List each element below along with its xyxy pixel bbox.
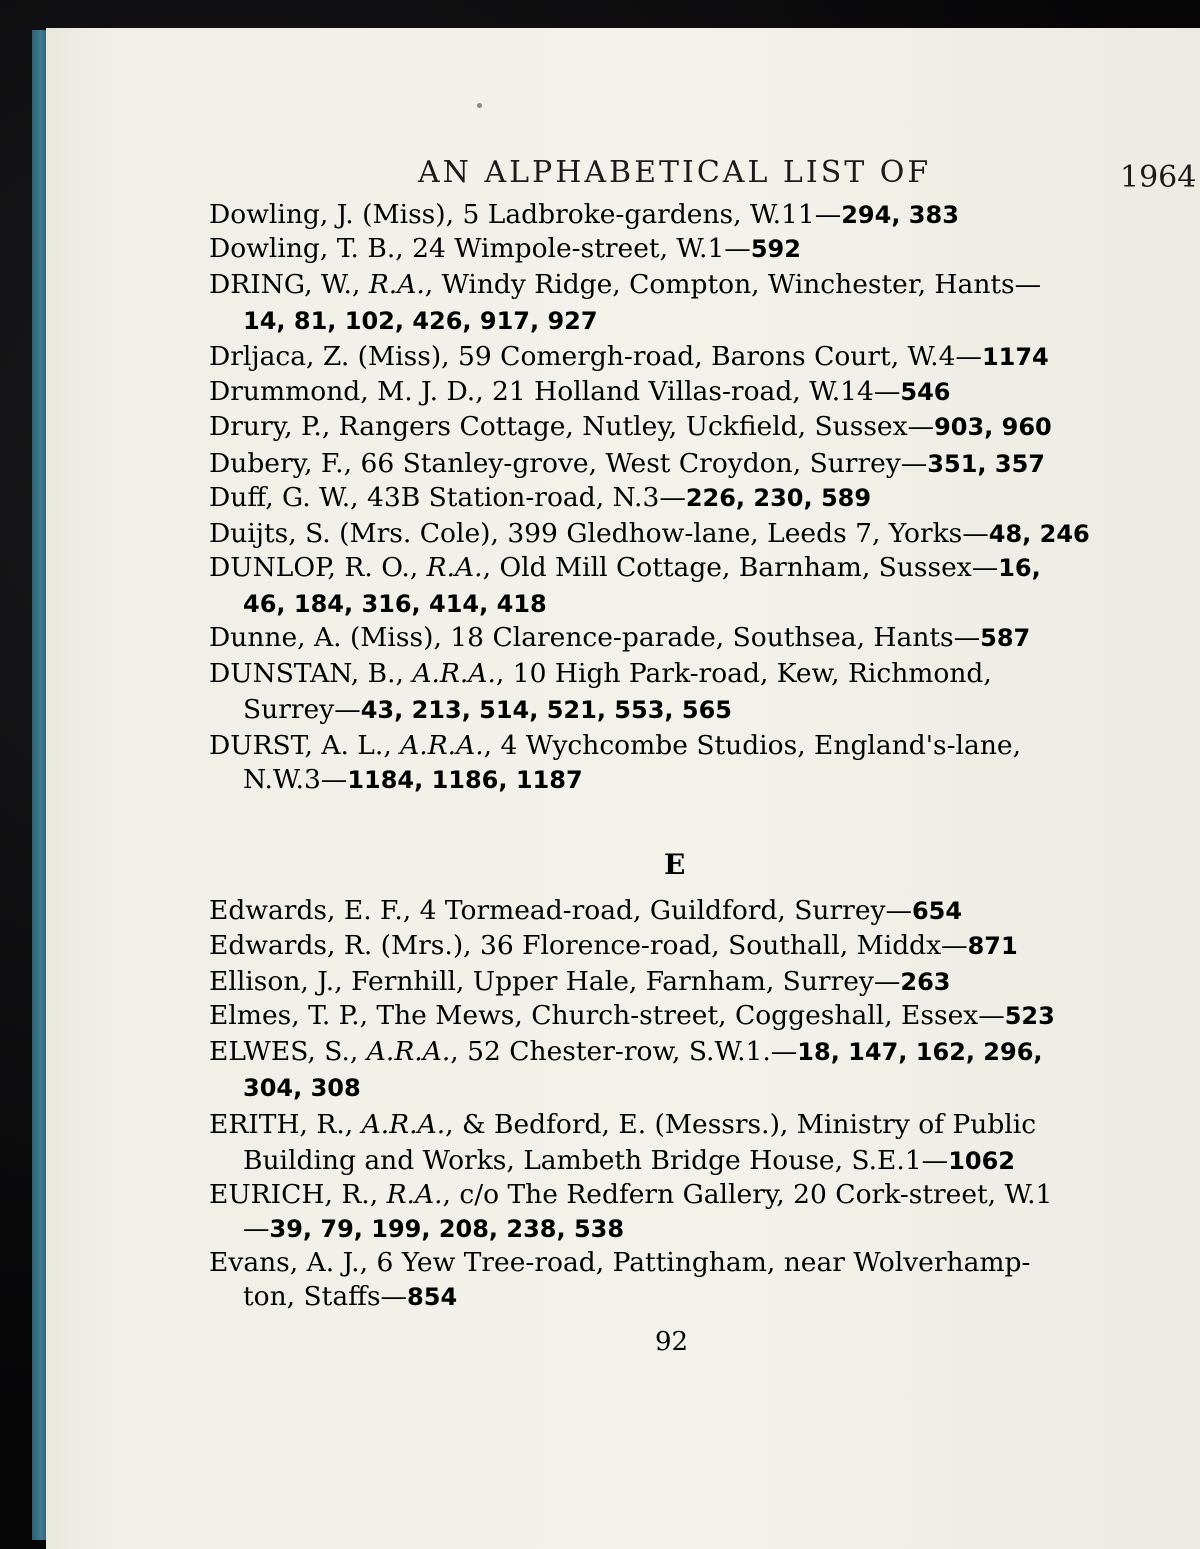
entry-continuation	[243, 305, 598, 336]
entry-catalogue-numbers: 18, 147, 162, 296,	[797, 1038, 1043, 1066]
entry-line	[209, 268, 1041, 302]
entry-line	[209, 729, 1021, 763]
entry-line	[209, 1108, 1036, 1142]
entry-continuation	[243, 1072, 361, 1103]
entry-catalogue-numbers: 546	[900, 378, 951, 406]
entry-catalogue-numbers: 587	[980, 624, 1031, 652]
entry-continuation	[243, 694, 732, 725]
running-head: AN ALPHABETICAL LIST OF	[418, 155, 932, 190]
entry-line	[209, 375, 951, 409]
entry-catalogue-numbers: 351, 357	[927, 450, 1045, 478]
entry-catalogue-numbers: 903, 960	[934, 413, 1052, 441]
entry-continuation	[243, 1145, 1015, 1176]
entry-catalogue-numbers: 294, 383	[841, 201, 959, 229]
entry-continuation-text: N.W.3—	[243, 764, 348, 795]
entry-text: Edwards, E. F., 4 Tormead-road, Guildford, Surrey—	[209, 895, 912, 926]
entry-line	[209, 198, 959, 232]
entry-catalogue-numbers: 226, 230, 589	[685, 484, 872, 512]
entry-address: , Windy Ridge, Compton, Winchester, Hants—	[424, 269, 1042, 300]
entry-text: Edwards, R. (Mrs.), 36 Florence-road, Southall, Middx—	[209, 930, 968, 961]
entry-title: A.R.A.	[366, 1036, 451, 1067]
entry-catalogue-numbers: 1062	[948, 1147, 1015, 1175]
entry-line	[209, 965, 951, 999]
entry-name: EURICH, R.,	[209, 1179, 387, 1210]
section-letter: E	[664, 848, 686, 881]
entry-text: Drummond, M. J. D., 21 Holland Villas-road, W.14—	[209, 376, 901, 407]
entry-catalogue-numbers: 46, 184, 316, 414, 418	[243, 590, 547, 618]
entry-continuation	[243, 1281, 457, 1312]
entry-line	[209, 929, 1018, 963]
entry-text: Elmes, T. P., The Mews, Church-street, Coggeshall, Essex—	[209, 1000, 1005, 1031]
entry-address: , 4 Wychcombe Studios, England's-lane,	[483, 730, 1022, 761]
entry-catalogue-numbers: 48, 246	[988, 520, 1090, 548]
entry-name: DUNSTAN, B.,	[209, 658, 413, 689]
entry-title: A.R.A.	[412, 658, 496, 689]
entry-line	[209, 517, 1090, 551]
entry-title: R.A.	[426, 552, 483, 583]
entry-line	[209, 232, 801, 266]
entry-line	[209, 447, 1045, 481]
entry-text: Drury, P., Rangers Cottage, Nutley, Uckfield, Sussex—	[209, 411, 935, 442]
entry-name: ERITH, R.,	[209, 1109, 362, 1140]
entry-name: ELWES, S.,	[209, 1036, 367, 1067]
entry-continuation-text: ton, Staffs—	[243, 1281, 408, 1312]
page-year: 1964	[1120, 160, 1197, 195]
entry-name: DUNLOP, R. O.,	[209, 552, 427, 583]
entry-catalogue-numbers: 854	[407, 1283, 458, 1311]
entry-text: Evans, A. J., 6 Yew Tree-road, Pattingham, near Wolverhamp-	[209, 1247, 1031, 1278]
entry-catalogue-numbers: 523	[1004, 1002, 1055, 1030]
entry-title: A.R.A.	[361, 1109, 446, 1140]
entry-continuation	[243, 1213, 624, 1244]
paper-smudge	[477, 103, 482, 108]
entry-catalogue-numbers: 43, 213, 514, 521, 553, 565	[360, 696, 732, 724]
entry-catalogue-numbers: 14, 81, 102, 426, 917, 927	[243, 307, 598, 335]
entry-title: R.A.	[386, 1179, 443, 1210]
entry-name: DURST, A. L.,	[209, 730, 401, 761]
entry-continuation	[243, 764, 583, 795]
entry-text: Dubery, F., 66 Stanley-grove, West Croydon, Surrey—	[209, 448, 928, 479]
entry-address: , 10 High Park-road, Kew, Richmond,	[495, 658, 992, 689]
entry-catalogue-numbers: 304, 308	[243, 1074, 361, 1102]
entry-title: A.R.A.	[400, 730, 484, 761]
entry-catalogue-numbers: 263	[900, 968, 951, 996]
entry-catalogue-numbers: 1184, 1186, 1187	[347, 766, 583, 794]
entry-continuation-text: Surrey—	[243, 694, 361, 725]
entry-text: Drljaca, Z. (Miss), 59 Comergh-road, Barons Court, W.4—	[209, 341, 982, 372]
entry-line	[209, 1178, 1052, 1212]
entry-text: Dunne, A. (Miss), 18 Clarence-parade, Southsea, Hants—	[209, 622, 981, 653]
entry-text: Ellison, J., Fernhill, Upper Hale, Farnham, Surrey—	[209, 966, 901, 997]
entry-line	[209, 1246, 1030, 1280]
entry-text: Dowling, T. B., 24 Wimpole-street, W.1—	[209, 233, 751, 264]
entry-line	[209, 340, 1049, 374]
entry-title: R.A.	[368, 269, 425, 300]
entry-catalogue-numbers: 654	[911, 897, 963, 925]
entry-catalogue-numbers: 39, 79, 199, 208, 238, 538	[269, 1215, 625, 1243]
entry-continuation-text: —	[243, 1213, 270, 1244]
entry-catalogue-numbers: 1174	[981, 343, 1049, 371]
entry-catalogue-numbers: 16,	[998, 554, 1041, 582]
entry-name: DRING, W.,	[209, 269, 369, 300]
entry-address: , & Bedford, E. (Messrs.), Ministry of Public	[445, 1109, 1037, 1140]
page-number: 92	[655, 1327, 689, 1357]
entry-line	[209, 999, 1055, 1033]
entry-line	[209, 481, 871, 515]
entry-line	[209, 1035, 1043, 1069]
entry-address: , c/o The Redfern Gallery, 20 Cork-street, W.1	[442, 1179, 1053, 1210]
entry-line	[209, 621, 1030, 655]
entry-continuation-text: Building and Works, Lambeth Bridge House, S.E.1—	[243, 1145, 949, 1176]
entry-continuation	[243, 588, 547, 619]
entry-line	[209, 410, 1052, 444]
entry-line	[209, 657, 992, 691]
entry-catalogue-numbers: 871	[967, 932, 1018, 960]
entry-address: , 52 Chester-row, S.W.1.—	[450, 1036, 798, 1067]
entry-line	[209, 551, 1041, 585]
entry-catalogue-numbers: 592	[750, 235, 801, 263]
entry-text: Dowling, J. (Miss), 5 Ladbroke-gardens, W.11—	[209, 199, 842, 230]
entry-text: Duijts, S. (Mrs. Cole), 399 Gledhow-lane, Leeds 7, Yorks—	[209, 518, 989, 549]
entry-address: , Old Mill Cottage, Barnham, Sussex—	[482, 552, 999, 583]
entry-line	[209, 894, 962, 928]
entry-text: Duff, G. W., 43B Station-road, N.3—	[209, 482, 686, 513]
